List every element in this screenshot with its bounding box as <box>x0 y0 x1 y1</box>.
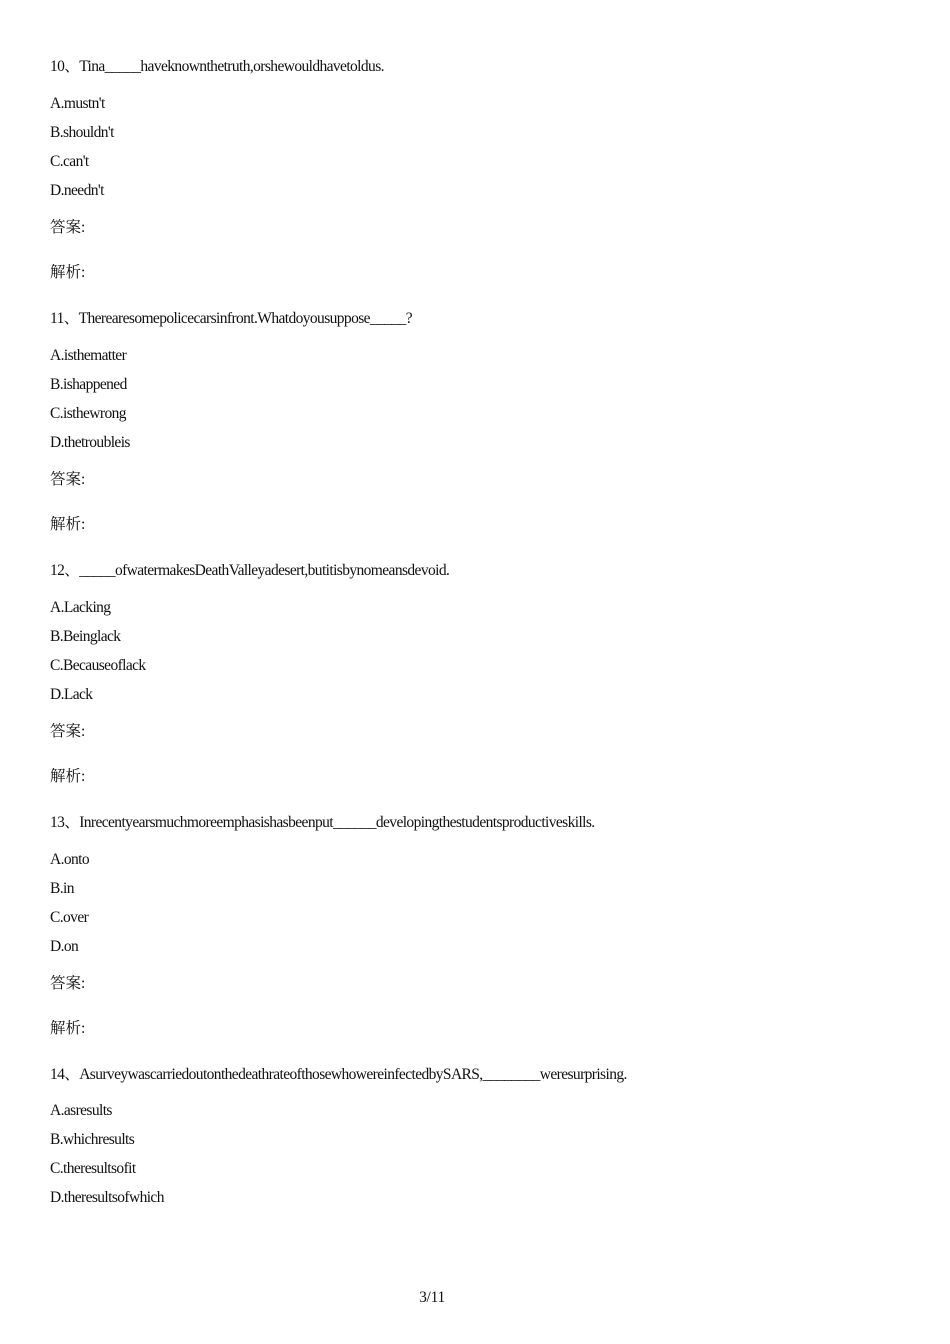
page-number: 3/11 <box>419 1289 445 1306</box>
question-13-stem: 13、Inrecentyearsmuchmoreemphasishasbeenput______developingthestudentsproductiveskills. <box>50 814 595 831</box>
question-11-stem: 11、Therearesomepolicecarsinfront.Whatdoyousuppose_____? <box>50 310 412 327</box>
question-12-option-d: D.Lack <box>50 686 93 703</box>
question-11-answer-label: 答案: <box>50 471 86 488</box>
question-13-option-b: B.in <box>50 880 74 897</box>
question-13-analysis-label: 解析: <box>50 1020 86 1037</box>
question-14-option-b: B.whichresults <box>50 1131 135 1148</box>
question-11-option-a: A.isthematter <box>50 347 127 364</box>
question-10-option-b: B.shouldn't <box>50 124 114 141</box>
question-13-answer-label: 答案: <box>50 975 86 992</box>
question-10-option-a: A.mustn't <box>50 95 105 112</box>
question-12-stem: 12、_____ofwatermakesDeathValleyadesert,butitisbynomeansdevoid. <box>50 562 450 579</box>
question-11-analysis-label: 解析: <box>50 516 86 533</box>
question-12-option-a: A.Lacking <box>50 599 111 616</box>
question-14-option-a: A.asresults <box>50 1102 112 1119</box>
question-10-stem: 10、Tina_____haveknownthetruth,orshewouldhavetoldus. <box>50 58 384 75</box>
question-13-option-c: C.over <box>50 909 89 926</box>
question-12-answer-label: 答案: <box>50 723 86 740</box>
question-14-stem: 14、AsurveywascarriedoutonthedeathrateofthosewhowereinfectedbySARS,________weresurprising. <box>50 1066 627 1083</box>
question-11-option-c: C.isthewrong <box>50 405 126 422</box>
question-10-option-c: C.can't <box>50 153 89 170</box>
question-13-option-d: D.on <box>50 938 79 955</box>
question-12-analysis-label: 解析: <box>50 768 86 785</box>
question-12-option-c: C.Becauseoflack <box>50 657 146 674</box>
question-11-option-d: D.thetroubleis <box>50 434 130 451</box>
question-10-answer-label: 答案: <box>50 219 86 236</box>
question-12-option-b: B.Beinglack <box>50 628 121 645</box>
question-10-analysis-label: 解析: <box>50 264 86 281</box>
question-14-option-c: C.theresultsofit <box>50 1160 136 1177</box>
question-14-option-d: D.theresultsofwhich <box>50 1189 164 1206</box>
question-13-option-a: A.onto <box>50 851 90 868</box>
question-10-option-d: D.needn't <box>50 182 104 199</box>
question-11-option-b: B.ishappened <box>50 376 127 393</box>
